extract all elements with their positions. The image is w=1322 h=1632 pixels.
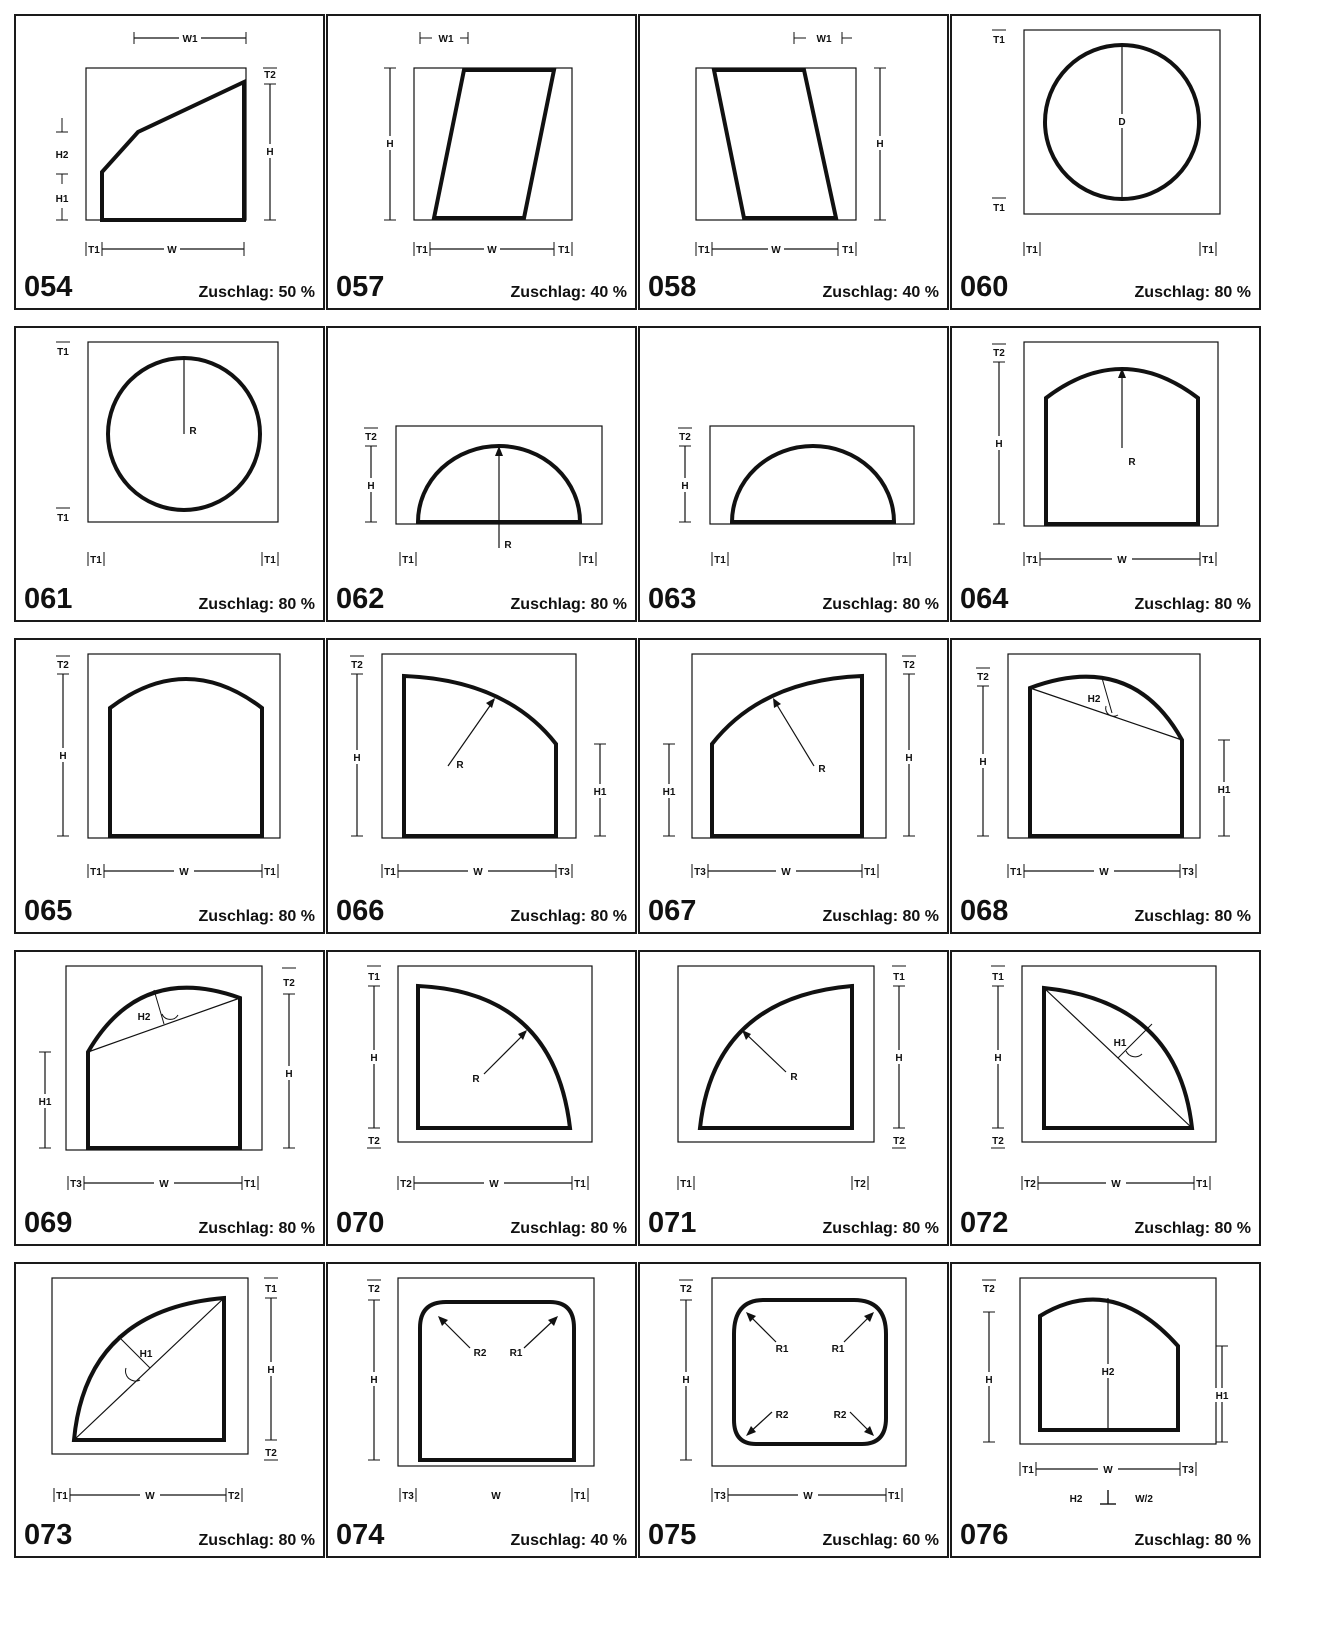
surcharge-label: Zuschlag: <box>198 908 275 925</box>
label-h: H <box>59 751 67 762</box>
label-t2: T2 <box>57 660 69 671</box>
label-w: W <box>1111 1179 1121 1190</box>
label-t1: T1 <box>1196 1179 1208 1190</box>
surcharge <box>199 1220 315 1238</box>
surcharge-label: Zuschlag: <box>822 596 899 613</box>
surcharge-label: Zuschlag: <box>198 596 275 613</box>
label-t2: T2 <box>264 70 276 81</box>
label-t2: T2 <box>351 660 363 671</box>
surcharge <box>511 1532 627 1550</box>
shape-diagram-071 <box>640 952 951 1248</box>
label-w: W <box>473 867 483 878</box>
surcharge <box>823 908 939 926</box>
label-h: H <box>682 1375 690 1386</box>
label-t1: T1 <box>864 867 876 878</box>
label-h2: H2 <box>55 150 69 161</box>
label-w: W <box>167 245 177 256</box>
label-t1: T1 <box>244 1179 256 1190</box>
surcharge <box>1135 908 1251 926</box>
label-t1: T1 <box>90 555 102 566</box>
label-t3: T3 <box>558 867 570 878</box>
label-h1: H1 <box>38 1097 52 1108</box>
label-h2: H2 <box>1101 1367 1115 1378</box>
surcharge-label: Zuschlag: <box>510 1220 587 1237</box>
label-t1: T1 <box>416 245 428 256</box>
label-h1: H1 <box>662 787 676 798</box>
label-w: W <box>1103 1465 1113 1476</box>
label-t1: T1 <box>1202 245 1214 256</box>
label-h1: H1 <box>1217 785 1231 796</box>
surcharge <box>511 596 627 614</box>
surcharge-label: Zuschlag: <box>198 1220 275 1237</box>
surcharge-value: 60 % <box>902 1532 939 1549</box>
label-r2: R2 <box>833 1410 847 1421</box>
surcharge-label: Zuschlag: <box>198 284 275 301</box>
surcharge <box>199 908 315 926</box>
label-t1: T1 <box>265 1284 277 1295</box>
surcharge-label: Zuschlag: <box>1134 1220 1211 1237</box>
shape-card-068 <box>950 638 1261 934</box>
label-t2: T2 <box>893 1136 905 1147</box>
surcharge <box>511 1220 627 1238</box>
label-t2: T2 <box>283 978 295 989</box>
label-w: W <box>803 1491 813 1502</box>
surcharge-value: 80 % <box>902 908 939 925</box>
label-t2: T2 <box>368 1284 380 1295</box>
shape-diagram-072 <box>952 952 1263 1248</box>
label-t1: T1 <box>1202 555 1214 566</box>
label-w: W <box>179 867 189 878</box>
label-t2: T2 <box>854 1179 866 1190</box>
label-h: H <box>266 147 274 158</box>
label-t2: T2 <box>365 432 377 443</box>
label-r1: R1 <box>509 1348 523 1359</box>
shape-number: 061 <box>24 583 73 615</box>
shape-card-069 <box>14 950 325 1246</box>
surcharge-label: Zuschlag: <box>1134 908 1211 925</box>
surcharge-label: Zuschlag: <box>1134 1532 1211 1549</box>
label-t1: T1 <box>714 555 726 566</box>
surcharge-label: Zuschlag: <box>510 596 587 613</box>
shape-number: 064 <box>960 583 1009 615</box>
label-t1: T1 <box>888 1491 900 1502</box>
surcharge-label: Zuschlag: <box>822 284 899 301</box>
surcharge <box>823 1532 939 1550</box>
label-h: H <box>979 757 987 768</box>
surcharge-value: 80 % <box>590 1220 627 1237</box>
surcharge-value: 50 % <box>278 284 315 301</box>
shape-card-076 <box>950 1262 1261 1558</box>
label-w: W <box>781 867 791 878</box>
surcharge <box>1135 284 1251 302</box>
label-t2: T2 <box>992 1136 1004 1147</box>
label-w: W <box>1099 867 1109 878</box>
label-t1: T1 <box>680 1179 692 1190</box>
surcharge-label: Zuschlag: <box>510 1532 587 1549</box>
label-t1: T1 <box>574 1491 586 1502</box>
label-t2: T2 <box>983 1284 995 1295</box>
label-t1: T1 <box>88 245 100 256</box>
surcharge-value: 80 % <box>278 908 315 925</box>
label-w: W <box>1117 555 1127 566</box>
label-t3: T3 <box>1182 1465 1194 1476</box>
label-r: R <box>790 1072 798 1083</box>
label-h: H <box>285 1069 293 1080</box>
shape-number: 075 <box>648 1519 697 1551</box>
label-t1: T1 <box>402 555 414 566</box>
shape-card-065 <box>14 638 325 934</box>
label-t3: T3 <box>402 1491 414 1502</box>
label-w: W <box>489 1179 499 1190</box>
surcharge-value: 80 % <box>1214 284 1251 301</box>
surcharge-label: Zuschlag: <box>510 284 587 301</box>
shape-number: 071 <box>648 1207 697 1239</box>
label-t2: T2 <box>977 672 989 683</box>
shape-card-064 <box>950 326 1261 622</box>
label-t3: T3 <box>694 867 706 878</box>
label-r: R <box>472 1074 480 1085</box>
shape-diagram-060 <box>952 16 1263 312</box>
label-t1: T1 <box>574 1179 586 1190</box>
shape-card-058 <box>638 14 949 310</box>
label-w: W <box>491 1491 501 1502</box>
label-w-half: W/2 <box>1135 1494 1153 1505</box>
label-h: H <box>370 1375 378 1386</box>
label-t1: T1 <box>1026 245 1038 256</box>
label-h: H <box>994 1053 1002 1064</box>
surcharge <box>1135 1532 1251 1550</box>
surcharge-label: Zuschlag: <box>822 1532 899 1549</box>
shape-card-072 <box>950 950 1261 1246</box>
surcharge-value: 40 % <box>590 284 627 301</box>
shape-card-067 <box>638 638 949 934</box>
label-h: H <box>876 139 884 150</box>
label-w: W <box>145 1491 155 1502</box>
label-t1: T1 <box>368 972 380 983</box>
shape-diagram-068 <box>952 640 1263 936</box>
label-t3: T3 <box>714 1491 726 1502</box>
label-t1: T1 <box>558 245 570 256</box>
shape-number: 069 <box>24 1207 73 1239</box>
label-h1: H1 <box>593 787 607 798</box>
label-h: H <box>905 753 913 764</box>
shape-card-066 <box>326 638 637 934</box>
shape-number: 054 <box>24 271 73 303</box>
surcharge-label: Zuschlag: <box>1134 596 1211 613</box>
label-t1: T1 <box>842 245 854 256</box>
label-t1: T1 <box>1010 867 1022 878</box>
shape-number: 063 <box>648 583 697 615</box>
label-w: W <box>771 245 781 256</box>
label-t1: T1 <box>993 35 1005 46</box>
label-w: W <box>487 245 497 256</box>
label-r1: R1 <box>775 1344 789 1355</box>
shape-diagram-065 <box>16 640 327 936</box>
label-t1: T1 <box>896 555 908 566</box>
label-t1: T1 <box>264 555 276 566</box>
label-h2: H2 <box>1087 694 1101 705</box>
label-t3: T3 <box>70 1179 82 1190</box>
label-w: W <box>159 1179 169 1190</box>
label-h: H <box>386 139 394 150</box>
label-t2: T2 <box>400 1179 412 1190</box>
surcharge-label: Zuschlag: <box>1134 284 1211 301</box>
shape-card-070 <box>326 950 637 1246</box>
label-t2: T2 <box>679 432 691 443</box>
shape-number: 076 <box>960 1519 1009 1551</box>
shape-card-062 <box>326 326 637 622</box>
label-h: H <box>681 481 689 492</box>
label-h: H <box>895 1053 903 1064</box>
shape-number: 065 <box>24 895 73 927</box>
label-t1: T1 <box>90 867 102 878</box>
label-h1: H1 <box>55 194 69 205</box>
label-t2: T2 <box>993 348 1005 359</box>
label-t1: T1 <box>1022 1465 1034 1476</box>
surcharge <box>823 596 939 614</box>
label-w1: W1 <box>182 34 198 45</box>
surcharge-value: 80 % <box>902 596 939 613</box>
label-h1: H1 <box>1215 1391 1229 1402</box>
shape-number: 057 <box>336 271 385 303</box>
label-t2: T2 <box>1024 1179 1036 1190</box>
label-h: H <box>995 439 1003 450</box>
shape-diagram-076 <box>952 1264 1263 1560</box>
surcharge <box>199 284 315 302</box>
label-r2: R2 <box>473 1348 487 1359</box>
surcharge <box>511 284 627 302</box>
label-t2: T2 <box>265 1448 277 1459</box>
surcharge-value: 80 % <box>278 1532 315 1549</box>
surcharge-label: Zuschlag: <box>198 1532 275 1549</box>
label-r: R <box>1128 457 1136 468</box>
label-h: H <box>267 1365 275 1376</box>
label-h1: H1 <box>139 1349 153 1360</box>
label-t1: T1 <box>992 972 1004 983</box>
shape-card-074 <box>326 1262 637 1558</box>
label-w1: W1 <box>438 34 454 45</box>
label-r: R <box>504 540 512 551</box>
label-t3: T3 <box>1182 867 1194 878</box>
shape-diagram-069 <box>16 952 327 1248</box>
label-r: R <box>818 764 826 775</box>
label-r: R <box>456 760 464 771</box>
label-t1: T1 <box>56 1491 68 1502</box>
shape-diagram-074 <box>328 1264 639 1560</box>
label-t1: T1 <box>1026 555 1038 566</box>
surcharge-value: 40 % <box>902 284 939 301</box>
shape-diagram-058 <box>640 16 951 312</box>
label-h: H <box>367 481 375 492</box>
shape-number: 070 <box>336 1207 385 1239</box>
label-h: H <box>370 1053 378 1064</box>
label-t2: T2 <box>680 1284 692 1295</box>
label-t1: T1 <box>384 867 396 878</box>
shape-number: 074 <box>336 1519 385 1551</box>
label-t1: T1 <box>57 347 69 358</box>
shape-diagram-062 <box>328 328 639 624</box>
surcharge <box>511 908 627 926</box>
shape-number: 067 <box>648 895 697 927</box>
label-r: R <box>189 426 197 437</box>
label-t1: T1 <box>582 555 594 566</box>
shape-number: 062 <box>336 583 385 615</box>
label-t1: T1 <box>698 245 710 256</box>
label-r1: R1 <box>831 1344 845 1355</box>
surcharge-value: 80 % <box>1214 908 1251 925</box>
surcharge-value: 80 % <box>1214 1220 1251 1237</box>
surcharge-value: 80 % <box>1214 1532 1251 1549</box>
label-w1: W1 <box>816 34 832 45</box>
shape-number: 072 <box>960 1207 1009 1239</box>
shape-diagram-057 <box>328 16 639 312</box>
shape-card-073 <box>14 1262 325 1558</box>
shape-diagram-066 <box>328 640 639 936</box>
shape-diagram-054 <box>16 16 327 312</box>
surcharge <box>823 1220 939 1238</box>
label-h2: H2 <box>137 1012 151 1023</box>
shape-card-054 <box>14 14 325 310</box>
label-t1: T1 <box>993 203 1005 214</box>
shape-number: 058 <box>648 271 697 303</box>
shape-number: 060 <box>960 271 1009 303</box>
shape-card-075 <box>638 1262 949 1558</box>
label-t2: T2 <box>903 660 915 671</box>
surcharge-label: Zuschlag: <box>510 908 587 925</box>
label-t2: T2 <box>228 1491 240 1502</box>
shape-card-057 <box>326 14 637 310</box>
label-h: H <box>353 753 361 764</box>
surcharge-label: Zuschlag: <box>822 1220 899 1237</box>
surcharge <box>199 596 315 614</box>
surcharge-value: 80 % <box>590 596 627 613</box>
label-h: H <box>985 1375 993 1386</box>
shape-number: 066 <box>336 895 385 927</box>
shape-diagram-063 <box>640 328 951 624</box>
label-d: D <box>1118 117 1126 128</box>
surcharge <box>199 1532 315 1550</box>
shape-diagram-075 <box>640 1264 951 1560</box>
shape-diagram-061 <box>16 328 327 624</box>
label-r2: R2 <box>775 1410 789 1421</box>
shape-card-061 <box>14 326 325 622</box>
surcharge-value: 40 % <box>590 1532 627 1549</box>
surcharge-value: 80 % <box>1214 596 1251 613</box>
shape-diagram-064 <box>952 328 1263 624</box>
shape-card-063 <box>638 326 949 622</box>
label-t1: T1 <box>893 972 905 983</box>
shape-card-071 <box>638 950 949 1246</box>
shape-number: 073 <box>24 1519 73 1551</box>
shape-card-060 <box>950 14 1261 310</box>
label-t2: T2 <box>368 1136 380 1147</box>
shape-number: 068 <box>960 895 1009 927</box>
surcharge <box>1135 596 1251 614</box>
surcharge <box>823 284 939 302</box>
surcharge-value: 80 % <box>902 1220 939 1237</box>
label-t1: T1 <box>57 513 69 524</box>
surcharge-value: 80 % <box>590 908 627 925</box>
label-h1: H1 <box>1113 1038 1127 1049</box>
shape-diagram-073 <box>16 1264 327 1560</box>
surcharge-value: 80 % <box>278 596 315 613</box>
surcharge <box>1135 1220 1251 1238</box>
label-t1: T1 <box>264 867 276 878</box>
shape-diagram-067 <box>640 640 951 936</box>
surcharge-label: Zuschlag: <box>822 908 899 925</box>
shape-diagram-070 <box>328 952 639 1248</box>
surcharge-value: 80 % <box>278 1220 315 1237</box>
label-h2-eq: H2 <box>1069 1494 1083 1505</box>
